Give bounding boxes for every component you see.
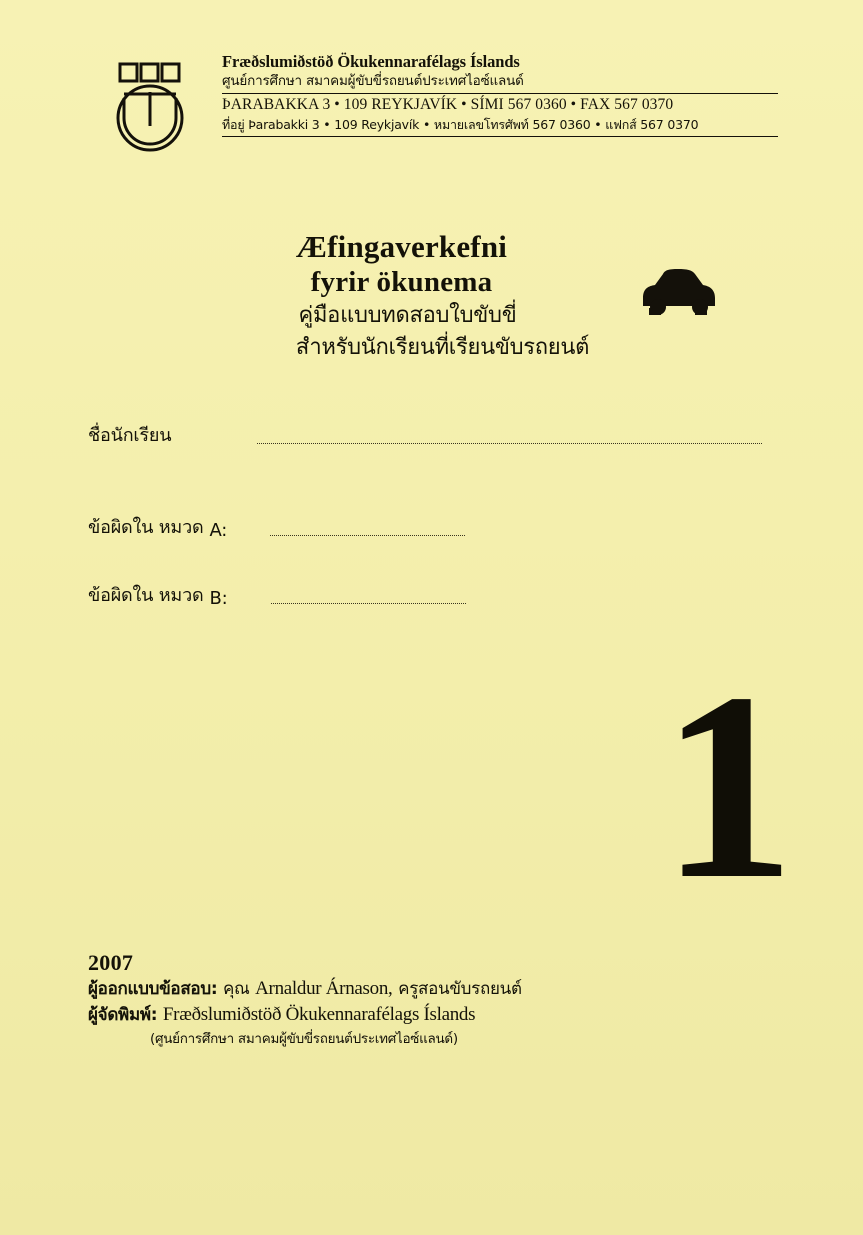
author-name: Arnaldur Árnason, [255,978,393,999]
author-role: ครูสอนขับรถยนต์ [398,979,522,999]
student-name-field[interactable] [88,420,762,449]
title-line1-icelandic: Æfingaverkefni [295,229,508,264]
student-name-input[interactable] [257,442,762,444]
title-block [0,228,863,364]
address-thai: ที่อยู่ Þarabakki 3 • 109 Reykjavík • หมายเลขโทรศัพท์ 567 0360 • แฟกส์ 567 0370 [222,117,699,132]
letterhead [104,52,784,160]
title-line1-thai: คู่มือแบบทดสอบใบขับขี่ [298,303,517,328]
credits-block [88,950,788,1050]
author-prefix: คุณ [222,979,250,999]
org-name-icelandic: Fræðslumiðstöð Ökukennarafélags Íslands [222,52,520,71]
car-icon [637,264,719,318]
author-label: ผู้ออกแบบข้อสอบ: [88,979,218,999]
author-line [88,976,788,1002]
address-icelandic: ÞARABAKKA 3 • 109 REYKJAVÍK • SÍMI 567 0360 • FAX 567 0370 [222,96,674,113]
publisher-label: ผู้จัดพิมพ์: [88,1005,158,1025]
errors-category-b-letter: B: [209,588,228,609]
errors-category-b-label: ข้อผิดใน หมวด [88,585,204,606]
association-logo-icon [104,58,208,154]
org-name-thai: ศูนย์การศึกษา สมาคมผู้ขับขี่รถยนต์ประเทศไอซ์แลนด์ [222,73,524,89]
letterhead-divider-bottom [222,136,778,137]
title-line2-icelandic: fyrir ökunema [310,266,493,298]
errors-category-b-input[interactable] [271,602,466,604]
student-name-label: ชื่อนักเรียน [88,425,172,446]
publisher-line [88,1002,788,1028]
errors-category-b-field[interactable] [88,580,466,609]
publisher-name: Fræðslumiðstöð Ökukennarafélags Íslands [162,1004,476,1025]
errors-category-a-input[interactable] [270,534,465,536]
errors-category-a-field[interactable] [88,512,465,541]
errors-category-a-letter: A: [209,520,228,541]
page-number: 1 [661,637,791,934]
organization-block [222,52,782,137]
publisher-name-thai: (ศูนย์การศึกษา สมาคมผู้ขับขี่รถยนต์ประเทศไอซ์แลนด์) [150,1031,458,1047]
publication-year: 2007 [88,950,134,975]
title-line2-thai: สำหรับนักเรียนที่เรียนขับรถยนต์ [295,335,590,360]
errors-category-a-label: ข้อผิดใน หมวด [88,517,204,538]
